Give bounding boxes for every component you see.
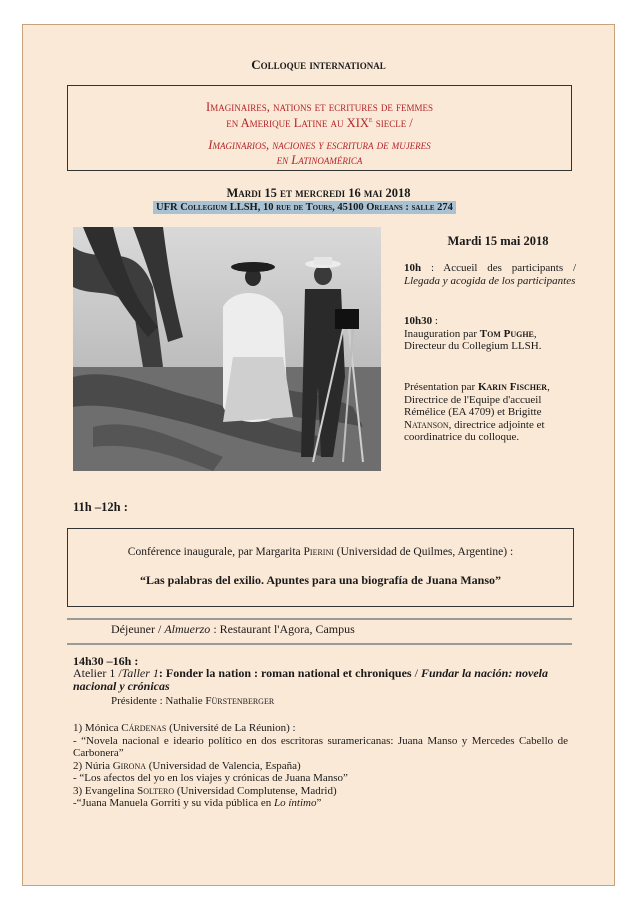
title-fr-line2: en Amerique Latine au XIXe siecle /	[226, 115, 413, 131]
title-box	[67, 85, 572, 171]
presidente-line: Présidente : Nathalie Fürstenberger	[111, 695, 275, 707]
list-item: 2) Núria Girona (Universidad de Valencia, España)	[73, 759, 301, 772]
venue-line: UFR Collegium LLSH, 10 rue de Tours, 45100 Orleans : salle 274	[153, 201, 456, 214]
program-item-presentation: Présentation par Karin Fischer, Directrice de l'Equipe d'accueil Rémélice (EA 4709) et Brigitte Natanson, directrice adjointe et coordinatrice du colloque.	[404, 381, 550, 443]
title-es-line2: en Latinoamérica	[276, 153, 363, 167]
colloque-heading: Colloque international	[251, 57, 386, 72]
list-item: - “Novela nacional e ideario político en dos escritoras suramericanas: Juana Manso y Mercedes Cabello de Carbonera”	[73, 734, 568, 759]
conference-title: “Las palabras del exilio. Apuntes para una biografía de Juana Manso”	[139, 573, 502, 587]
slot-14h-label: 14h30 –16h :	[73, 654, 139, 668]
title-fr-line1: Imaginaires, nations et ecritures de femmes	[206, 100, 433, 114]
list-item: 1) Mónica Cárdenas (Université de La Réunion) :	[73, 722, 296, 734]
historical-photo	[73, 227, 381, 471]
slot-11h-label: 11h –12h :	[73, 500, 128, 514]
dates-line: Mardi 15 et mercredi 16 mai 2018	[226, 186, 411, 200]
list-item: 3) Evangelina Soltero (Universidad Complutense, Madrid)	[73, 784, 337, 797]
atelier-title: Atelier 1 /Taller 1: Fonder la nation : roman national et chroniques / Fundar la nación: novela nacional y crónicas	[73, 666, 548, 693]
program-item-welcome: 10h : Accueil des participants / Llegada y acogida de los participantes	[404, 262, 576, 287]
title-es-line1: Imaginarios, naciones y escritura de mujeres	[208, 138, 431, 152]
lunch-line: Déjeuner / Almuerzo : Restaurant l'Agora, Campus	[111, 622, 355, 636]
papers-list	[73, 722, 568, 810]
photo-illustration	[73, 227, 381, 471]
list-item: - “Los afectos del yo en los viajes y crónicas de Juana Manso”	[73, 772, 348, 784]
divider-bottom	[67, 643, 572, 645]
list-item: -“Juana Manuela Gorriti y su vida pública en Lo íntimo”	[73, 797, 322, 809]
day-heading: Mardi 15 mai 2018	[447, 234, 549, 248]
divider-top	[67, 618, 572, 620]
program-item-inauguration: 10h30 : Inauguration par Tom Pughe, Directeur du Collegium LLSH.	[404, 315, 542, 352]
conference-speaker-line: Conférence inaugurale, par Margarita Pierini (Universidad de Quilmes, Argentine) :	[127, 546, 514, 558]
title-superscript: e	[368, 115, 373, 124]
program-page	[22, 24, 615, 886]
conference-box	[67, 528, 574, 607]
